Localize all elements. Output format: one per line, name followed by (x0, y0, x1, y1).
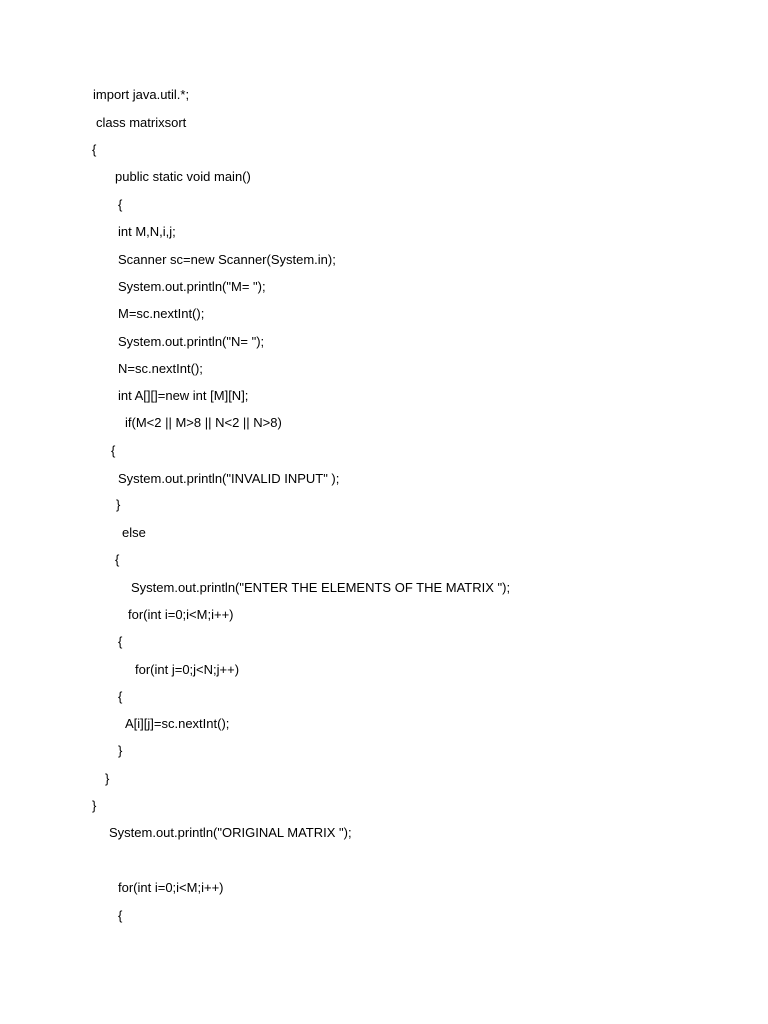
code-line: { (111, 443, 116, 458)
code-line: else (122, 525, 146, 540)
code-line: { (118, 908, 123, 923)
code-line: System.out.println("ORIGINAL MATRIX "); (109, 825, 352, 840)
code-line: for(int j=0;j<N;j++) (135, 662, 240, 677)
code-line: { (92, 142, 97, 157)
code-line: System.out.println("M= "); (118, 279, 266, 294)
code-line: } (116, 497, 121, 512)
code-line: for(int i=0;i<M;i++) (128, 607, 234, 622)
code-line: if(M<2 || M>8 || N<2 || N>8) (125, 415, 282, 430)
code-line: for(int i=0;i<M;i++) (118, 880, 224, 895)
code-line: } (105, 771, 110, 786)
code-line: public static void main() (115, 169, 251, 184)
code-line: { (115, 552, 120, 567)
code-line: int A[][]=new int [M][N]; (118, 388, 249, 403)
code-line: N=sc.nextInt(); (118, 361, 203, 376)
code-line: System.out.println("ENTER THE ELEMENTS OF THE MATRIX "); (131, 580, 511, 595)
code-line: A[i][j]=sc.nextInt(); (125, 716, 230, 731)
code-line: System.out.println("INVALID INPUT" ); (118, 471, 340, 486)
code-line: { (118, 634, 123, 649)
code-line: M=sc.nextInt(); (118, 306, 205, 321)
code-line: } (118, 743, 123, 758)
code-line: class matrixsort (96, 115, 187, 130)
code-line: int M,N,i,j; (118, 224, 176, 239)
code-line: import java.util.*; (93, 87, 190, 102)
code-line: } (92, 798, 97, 813)
code-line: System.out.println("N= "); (118, 334, 265, 349)
code-line: { (118, 689, 123, 704)
code-line: Scanner sc=new Scanner(System.in); (118, 252, 336, 267)
code-line: { (118, 197, 123, 212)
